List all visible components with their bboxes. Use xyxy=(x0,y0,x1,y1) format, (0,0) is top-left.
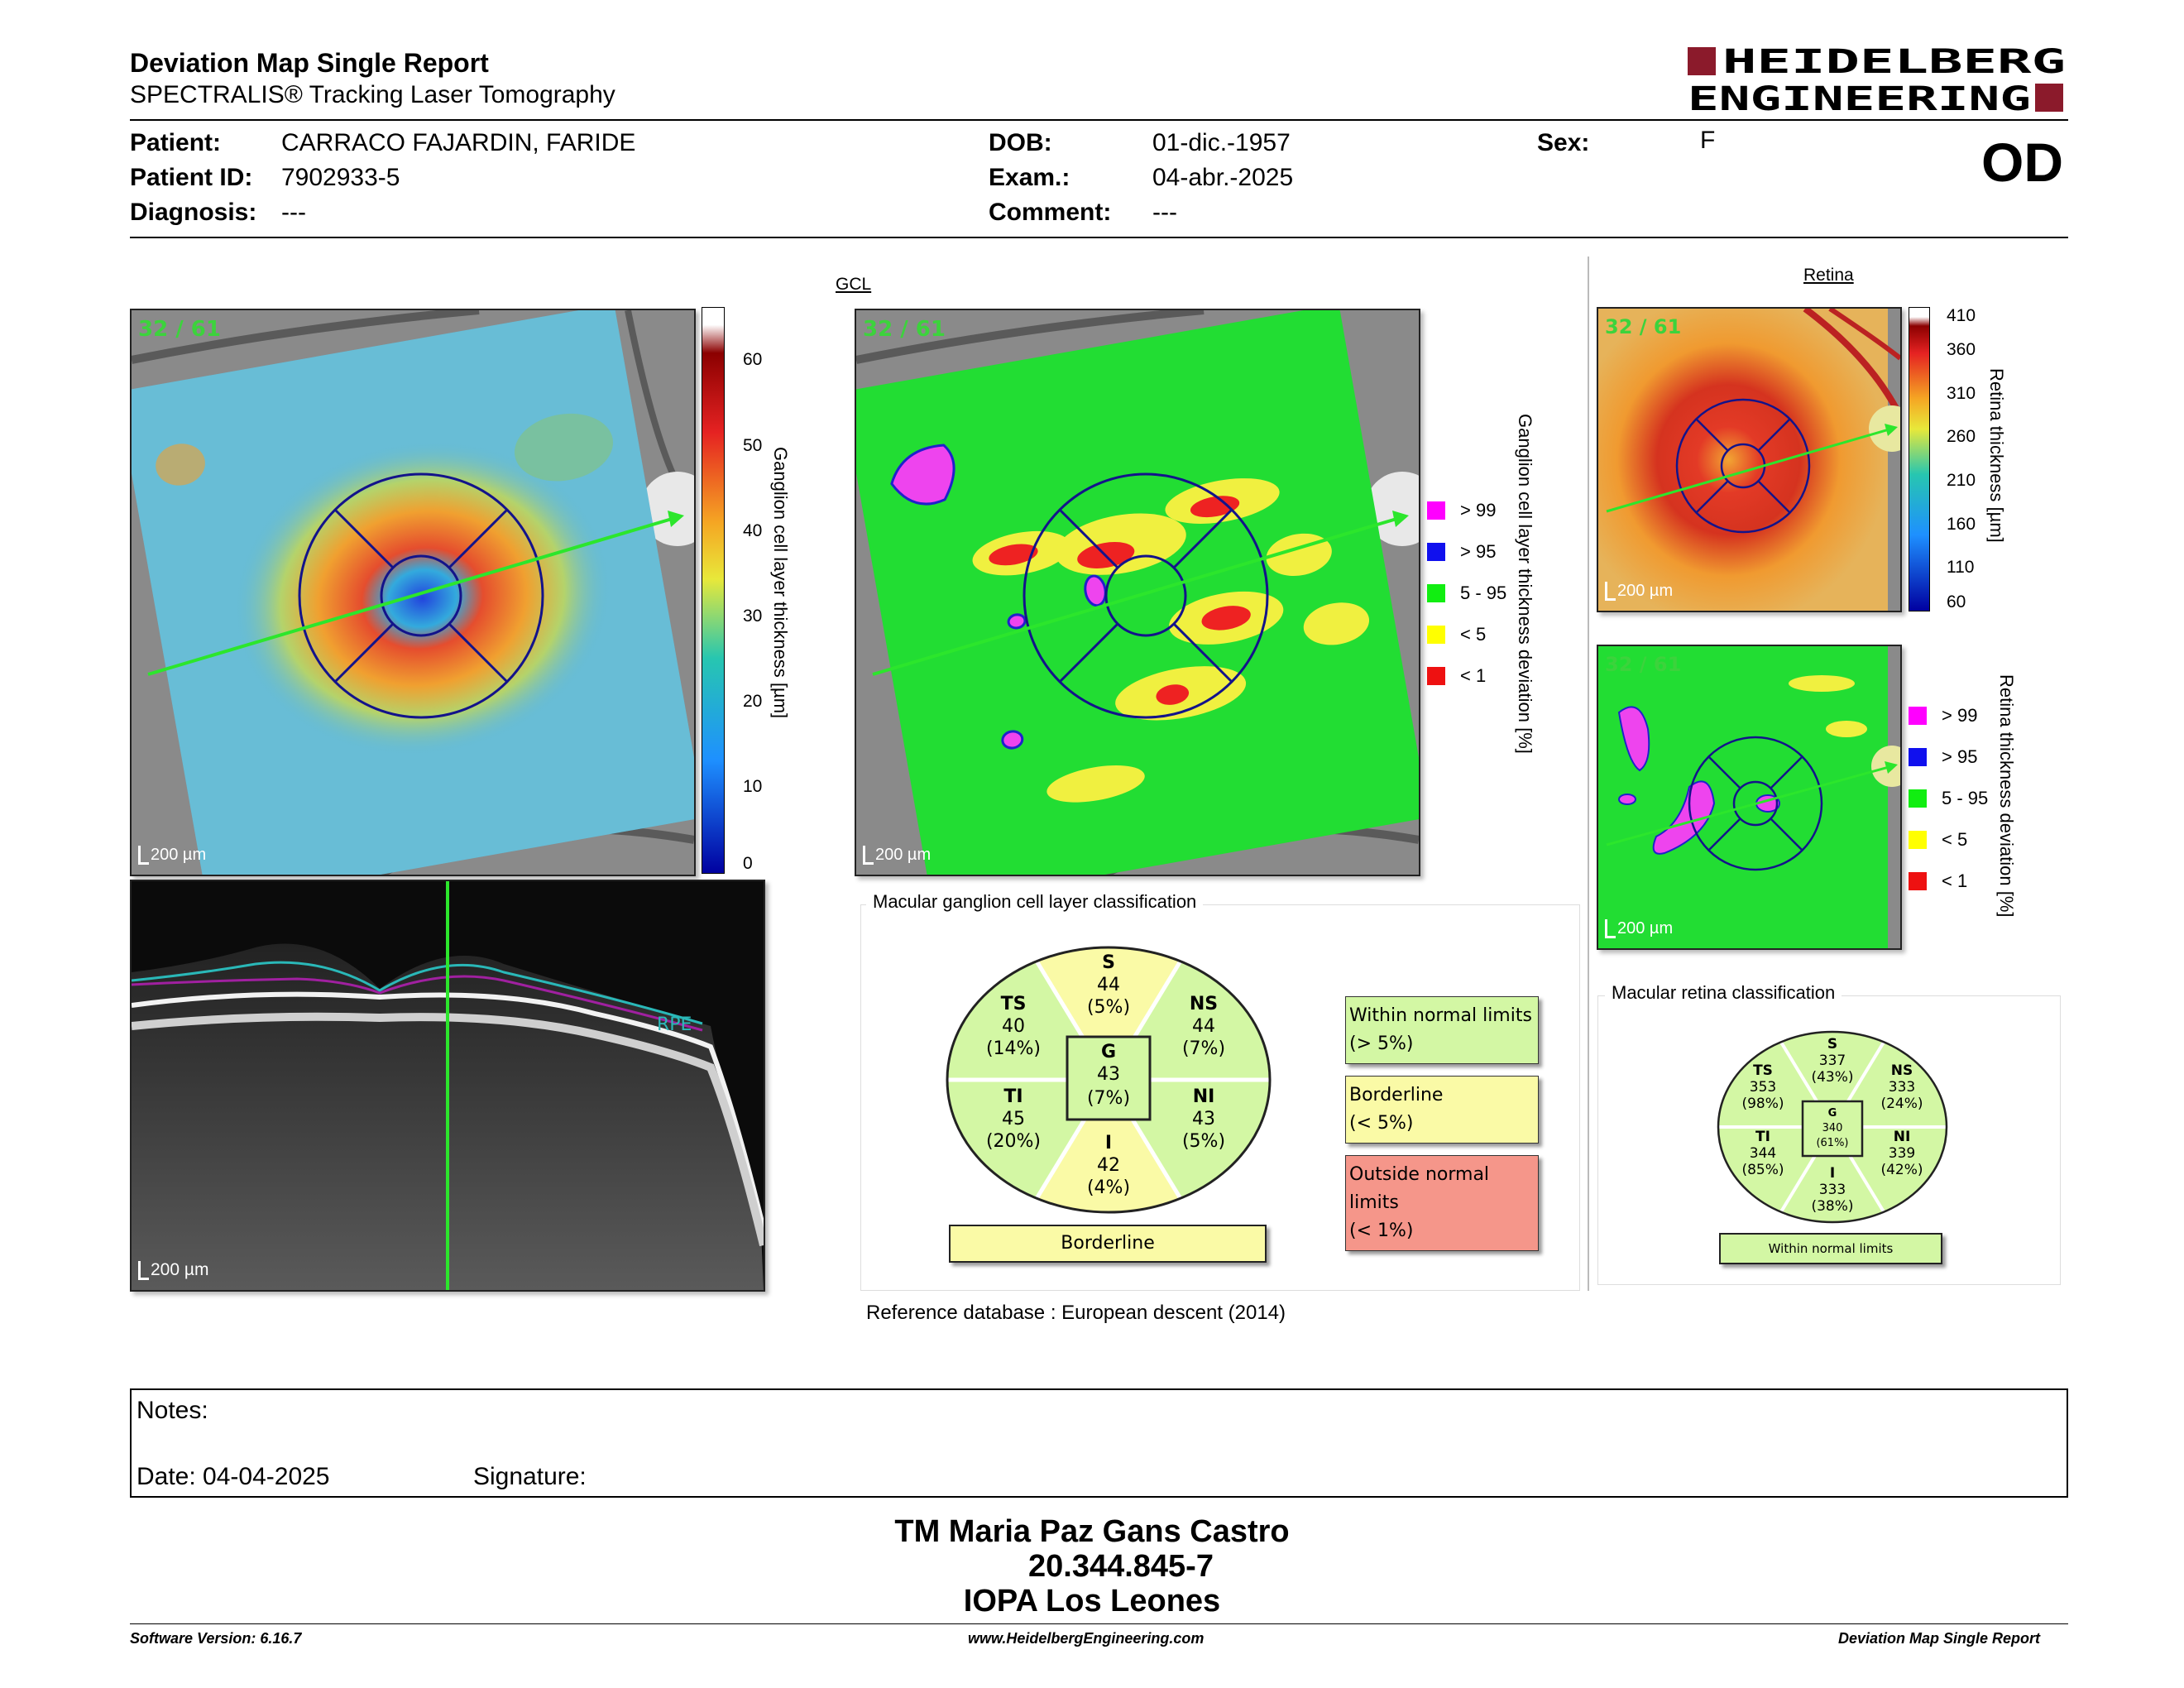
retina-tick: 310 xyxy=(1947,384,1976,403)
legend-row-1: < 1 xyxy=(1427,655,1506,697)
signoff-name: TM Maria Paz Gans Castro xyxy=(894,1514,1290,1549)
oct-layer-tag: RPE xyxy=(657,1014,692,1035)
gcl-thickness-colorbar xyxy=(702,307,725,874)
ret-ti-pct: (85%) xyxy=(1741,1162,1784,1178)
gcl-ni-name: NI xyxy=(1192,1086,1215,1107)
gcl-ts-pct: (14%) xyxy=(985,1038,1042,1059)
ret-ni-value: 339 xyxy=(1888,1145,1916,1162)
gcl-g-value: 43 xyxy=(1097,1064,1120,1085)
gcl-g-name: G xyxy=(1100,1042,1117,1062)
ret-ns-name: NS xyxy=(1890,1062,1913,1079)
gcl-g-pct: (7%) xyxy=(1086,1088,1131,1109)
ret-ti-name: TI xyxy=(1755,1129,1770,1145)
retina-tick: 110 xyxy=(1947,558,1975,577)
ret-s-pct: (43%) xyxy=(1811,1069,1854,1086)
retina-tick: 160 xyxy=(1947,515,1976,534)
gcl-result-box: Borderline xyxy=(949,1225,1267,1263)
ret-ts-name: TS xyxy=(1753,1062,1773,1079)
gcl-tick: 20 xyxy=(743,692,763,711)
gcl-ns-pct: (7%) xyxy=(1181,1038,1226,1059)
retina-tick: 60 xyxy=(1947,592,1966,611)
gcl-i-pct: (4%) xyxy=(1086,1177,1131,1198)
gcl-scan-counter: 32 / 61 xyxy=(138,317,221,342)
footer-divider xyxy=(130,1623,2068,1624)
gcl-classification-title: Macular ganglion cell layer classification xyxy=(866,891,1203,913)
gcl-legend-outside: Outside normal limits (< 1%) xyxy=(1345,1155,1539,1251)
logo-line2: ENGINEERING xyxy=(1688,80,2031,116)
legend-row-5: < 5 xyxy=(1909,819,1988,861)
retina-scan-counter: 32 / 61 xyxy=(1605,315,1682,338)
retina-thickness-axis-label: Retina thickness [µm] xyxy=(1986,368,2007,543)
gcl-ti-pct: (20%) xyxy=(985,1131,1042,1152)
software-version: Software Version: 6.16.7 xyxy=(130,1630,302,1647)
gcl-s-value: 44 xyxy=(1097,975,1120,995)
patient-divider xyxy=(130,237,2068,238)
ret-ns-pct: (24%) xyxy=(1880,1096,1923,1112)
gcl-deviation-map[interactable] xyxy=(855,309,1420,876)
gcl-dev-scan-counter: 32 / 61 xyxy=(863,317,946,342)
gcl-dev-scale-bar: 200 µm xyxy=(863,846,931,865)
gcl-ns-value: 44 xyxy=(1192,1016,1215,1037)
notes-box[interactable] xyxy=(130,1388,2068,1498)
legend-row-95: > 95 xyxy=(1427,531,1506,573)
signoff-rut: 20.344.845-7 xyxy=(1028,1549,1214,1584)
gcl-deviation-axis-label: Ganglion cell layer thickness deviation [%] xyxy=(1515,414,1535,754)
notes-signature: Signature: xyxy=(473,1463,587,1490)
gcl-tick: 0 xyxy=(743,854,753,873)
retina-section-label: Retina xyxy=(1803,266,1854,285)
sex-label: Sex: xyxy=(1537,129,1590,156)
gcl-thickness-map[interactable] xyxy=(130,309,696,876)
gcl-s-pct: (5%) xyxy=(1086,997,1131,1018)
ret-s-name: S xyxy=(1827,1036,1838,1053)
oct-bscan[interactable] xyxy=(130,880,765,1292)
website-link[interactable]: www.HeidelbergEngineering.com xyxy=(968,1630,1205,1647)
header-divider xyxy=(130,119,2068,121)
legend-row-99: > 99 xyxy=(1427,490,1506,531)
ret-g-value: 340 xyxy=(1822,1122,1843,1134)
report-subtitle: SPECTRALIS® Tracking Laser Tomography xyxy=(130,81,615,108)
exam-label: Exam.: xyxy=(989,164,1070,191)
gcl-s-name: S xyxy=(1102,952,1115,973)
oct-scale-bar: 200 µm xyxy=(138,1260,208,1280)
legend-row-1: < 1 xyxy=(1909,861,1988,902)
legend-row-5: < 5 xyxy=(1427,614,1506,655)
retina-dev-scale-bar: 200 µm xyxy=(1605,919,1673,938)
retina-deviation-map[interactable] xyxy=(1597,645,1902,950)
retina-sector-chart xyxy=(1715,1029,1950,1225)
retina-dev-scan-counter: 32 / 61 xyxy=(1605,653,1682,676)
comment-label: Comment: xyxy=(989,199,1112,226)
retina-thickness-colorbar xyxy=(1909,307,1930,611)
gcl-tick: 40 xyxy=(743,521,763,540)
ret-g-pct: (61%) xyxy=(1816,1137,1849,1149)
retina-tick: 410 xyxy=(1947,306,1976,325)
ret-ni-pct: (42%) xyxy=(1880,1162,1923,1178)
gcl-ns-name: NS xyxy=(1189,994,1219,1014)
diagnosis-label: Diagnosis: xyxy=(130,199,257,226)
patient-id: 7902933-5 xyxy=(281,164,400,191)
section-divider xyxy=(1588,257,1589,1291)
gcl-ts-value: 40 xyxy=(1002,1016,1025,1037)
legend-row-95: > 95 xyxy=(1909,736,1988,778)
retina-classification-title: Macular retina classification xyxy=(1605,982,1842,1004)
gcl-scale-bar: 200 µm xyxy=(138,846,206,865)
ret-i-value: 333 xyxy=(1818,1182,1846,1198)
gcl-sector-chart xyxy=(943,943,1274,1216)
retina-tick: 210 xyxy=(1947,471,1976,490)
dob-value: 01-dic.-1957 xyxy=(1152,129,1291,156)
reference-database: Reference database : European descent (2014) xyxy=(866,1302,1286,1324)
gcl-ts-name: TS xyxy=(1000,994,1027,1014)
gcl-tick: 60 xyxy=(743,350,763,369)
diagnosis-value: --- xyxy=(281,199,306,226)
ret-i-name: I xyxy=(1829,1165,1836,1182)
gcl-deviation-legend xyxy=(1427,490,1506,697)
sex-value: F xyxy=(1700,127,1716,154)
gcl-ni-value: 43 xyxy=(1192,1109,1215,1129)
legend-row-5-95: 5 - 95 xyxy=(1909,778,1988,819)
exam-value: 04-abr.-2025 xyxy=(1152,164,1294,191)
report-title: Deviation Map Single Report xyxy=(130,48,489,78)
retina-tick: 260 xyxy=(1947,427,1976,446)
ret-ns-value: 333 xyxy=(1888,1079,1916,1096)
ret-ti-value: 344 xyxy=(1749,1145,1777,1162)
comment-value: --- xyxy=(1152,199,1177,226)
gcl-thickness-axis-label: Ganglion cell layer thickness [µm] xyxy=(770,447,791,719)
patient-id-label: Patient ID: xyxy=(130,164,253,191)
gcl-i-value: 42 xyxy=(1097,1155,1120,1176)
dob-label: DOB: xyxy=(989,129,1052,156)
patient-label: Patient: xyxy=(130,129,222,156)
gcl-tick: 50 xyxy=(743,436,763,455)
retina-tick: 360 xyxy=(1947,340,1976,359)
ret-ts-pct: (98%) xyxy=(1741,1096,1784,1112)
footer-report-name: Deviation Map Single Report xyxy=(1838,1630,2041,1647)
gcl-ti-value: 45 xyxy=(1002,1109,1025,1129)
ret-i-pct: (38%) xyxy=(1811,1198,1854,1215)
gcl-ni-pct: (5%) xyxy=(1181,1131,1226,1152)
retina-thickness-map[interactable] xyxy=(1597,307,1902,612)
retina-result-box: Within normal limits xyxy=(1719,1233,1942,1264)
gcl-legend-within: Within normal limits (> 5%) xyxy=(1345,996,1539,1064)
gcl-tick: 10 xyxy=(743,777,763,796)
retina-deviation-axis-label: Retina thickness deviation [%] xyxy=(1996,674,2017,918)
legend-row-5-95: 5 - 95 xyxy=(1427,573,1506,614)
notes-date: Date: 04-04-2025 xyxy=(136,1463,330,1490)
gcl-tick: 30 xyxy=(743,607,763,626)
signoff-institution: IOPA Los Leones xyxy=(963,1584,1221,1618)
ret-ts-value: 353 xyxy=(1749,1079,1777,1096)
ret-ni-name: NI xyxy=(1893,1129,1911,1145)
gcl-ti-name: TI xyxy=(1003,1086,1023,1107)
logo-line1: HEIDELBERG xyxy=(1722,46,2066,81)
heidelberg-logo xyxy=(1688,46,2068,116)
notes-label: Notes: xyxy=(136,1397,208,1424)
legend-row-99: > 99 xyxy=(1909,695,1988,736)
patient-name: CARRACO FAJARDIN, FARIDE xyxy=(281,129,636,156)
retina-deviation-legend xyxy=(1909,695,1988,902)
gcl-i-name: I xyxy=(1104,1133,1113,1153)
eye-indicator: OD xyxy=(1981,132,2063,193)
ret-s-value: 337 xyxy=(1818,1053,1846,1069)
gcl-section-label: GCL xyxy=(836,275,872,294)
ret-g-name: G xyxy=(1827,1107,1837,1120)
retina-scale-bar: 200 µm xyxy=(1605,582,1673,601)
gcl-legend-borderline: Borderline (< 5%) xyxy=(1345,1076,1539,1144)
